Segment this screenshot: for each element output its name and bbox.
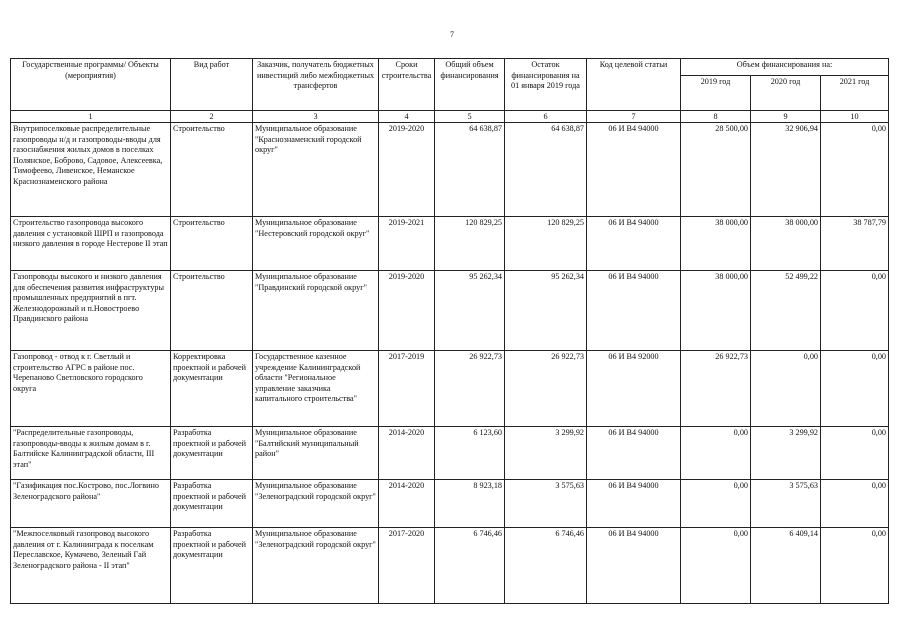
object-name: "Газификация пос.Кострово, пос.Логвино Зеленоградского района" (11, 480, 171, 528)
customer: Муниципальное образование "Нестеровский городской округ" (253, 217, 379, 271)
amount-2019: 38 000,00 (681, 271, 751, 351)
table-row (11, 217, 889, 271)
header-remainder: Остаток финансирования на 01 января 2019 года (505, 59, 587, 111)
work-type: Корректировка проектной и рабочей документации (171, 351, 253, 427)
customer: Муниципальное образование "Зеленоградский городской округ" (253, 480, 379, 528)
object-name: Газопроводы высокого и низкого давления для обеспечения развития инфраструктуры промышленных предприятий в пгт. Железнодорожный и п.Новостроево Правдинского района (11, 271, 171, 351)
customer: Муниципальное образование "Балтийский муниципальный район" (253, 427, 379, 480)
column-number: 8 (681, 111, 751, 123)
remainder-amount: 6 746,46 (505, 528, 587, 604)
object-name: "Распределительные газопроводы, газопроводы-вводы к жилым домам в г. Балтийске Калининградской области, III этап" (11, 427, 171, 480)
target-code: 06 И В4 94000 (587, 271, 681, 351)
column-number: 1 (11, 111, 171, 123)
amount-2021: 0,00 (821, 427, 889, 480)
header-period: Сроки строительства (379, 59, 435, 111)
object-name: Газопровод - отвод к г. Светлый и строительство АГРС в районе пос. Черепаново Светловского городского округа (11, 351, 171, 427)
remainder-amount: 120 829,25 (505, 217, 587, 271)
funding-table (10, 58, 889, 604)
total-amount: 120 829,25 (435, 217, 505, 271)
column-number: 2 (171, 111, 253, 123)
remainder-amount: 95 262,34 (505, 271, 587, 351)
page-number: 7 (450, 30, 454, 39)
amount-2019: 0,00 (681, 480, 751, 528)
object-name: Строительство газопровода высокого давления с установкой ШРП и газопровода низкого давления в городе Нестерове II этап (11, 217, 171, 271)
column-number: 6 (505, 111, 587, 123)
period: 2019-2020 (379, 123, 435, 217)
period: 2014-2020 (379, 427, 435, 480)
amount-2020: 3 299,92 (751, 427, 821, 480)
header-total: Общий объем финансирования (435, 59, 505, 111)
column-number: 10 (821, 111, 889, 123)
work-type: Строительство (171, 271, 253, 351)
period: 2017-2019 (379, 351, 435, 427)
target-code: 06 И В4 92000 (587, 351, 681, 427)
remainder-amount: 64 638,87 (505, 123, 587, 217)
target-code: 06 И В4 94000 (587, 427, 681, 480)
amount-2020: 32 906,94 (751, 123, 821, 217)
table-row (11, 480, 889, 528)
amount-2020: 52 499,22 (751, 271, 821, 351)
object-name: Внутрипоселковые распределительные газопроводы н/д и газопроводы-вводы для газоснабжения жилых домов в поселках Полянское, Боброво, Садовое, Алексеевка, Тимофеево, Ливенское, Неманское Краснознаменского района (11, 123, 171, 217)
amount-2019: 38 000,00 (681, 217, 751, 271)
work-type: Строительство (171, 123, 253, 217)
period: 2017-2020 (379, 528, 435, 604)
amount-2021: 38 787,79 (821, 217, 889, 271)
period: 2014-2020 (379, 480, 435, 528)
total-amount: 6 123,60 (435, 427, 505, 480)
amount-2019: 26 922,73 (681, 351, 751, 427)
period: 2019-2020 (379, 271, 435, 351)
amount-2020: 3 575,63 (751, 480, 821, 528)
remainder-amount: 3 299,92 (505, 427, 587, 480)
amount-2020: 0,00 (751, 351, 821, 427)
column-number: 4 (379, 111, 435, 123)
column-number-row (11, 111, 889, 123)
work-type: Строительство (171, 217, 253, 271)
work-type: Разработка проектной и рабочей документации (171, 480, 253, 528)
target-code: 06 И В4 94000 (587, 480, 681, 528)
amount-2019: 0,00 (681, 427, 751, 480)
total-amount: 8 923,18 (435, 480, 505, 528)
header-2019: 2019 год (681, 76, 751, 111)
header-funding-group: Объем финансирования на: (681, 59, 889, 76)
amount-2021: 0,00 (821, 123, 889, 217)
header-work-type: Вид работ (171, 59, 253, 111)
work-type: Разработка проектной и рабочей документации (171, 528, 253, 604)
work-type: Разработка проектной и рабочей документации (171, 427, 253, 480)
amount-2019: 28 500,00 (681, 123, 751, 217)
object-name: "Межпоселковый газопровод высокого давления от г. Калининграда к поселкам Переславское, Кумачево, Зеленый Гай Зеленоградского района - II этап" (11, 528, 171, 604)
header-customer: Заказчик, получатель бюджетных инвестиций либо межбюджетных трансфертов (253, 59, 379, 111)
remainder-amount: 3 575,63 (505, 480, 587, 528)
header-objects: Государственные программы/ Объекты (мероприятия) (11, 59, 171, 111)
column-number: 5 (435, 111, 505, 123)
column-number: 3 (253, 111, 379, 123)
target-code: 06 И В4 94000 (587, 217, 681, 271)
total-amount: 95 262,34 (435, 271, 505, 351)
amount-2020: 6 409,14 (751, 528, 821, 604)
table-row (11, 427, 889, 480)
amount-2019: 0,00 (681, 528, 751, 604)
amount-2021: 0,00 (821, 271, 889, 351)
column-number: 9 (751, 111, 821, 123)
header-2020: 2020 год (751, 76, 821, 111)
customer: Муниципальное образование "Зеленоградский городской округ" (253, 528, 379, 604)
customer: Муниципальное образование "Краснознаменский городской округ" (253, 123, 379, 217)
amount-2021: 0,00 (821, 480, 889, 528)
target-code: 06 И В4 94000 (587, 528, 681, 604)
customer: Муниципальное образование "Правдинский городской округ" (253, 271, 379, 351)
remainder-amount: 26 922,73 (505, 351, 587, 427)
table-row (11, 271, 889, 351)
header-2021: 2021 год (821, 76, 889, 111)
total-amount: 64 638,87 (435, 123, 505, 217)
target-code: 06 И В4 94000 (587, 123, 681, 217)
table-row (11, 351, 889, 427)
column-number: 7 (587, 111, 681, 123)
total-amount: 6 746,46 (435, 528, 505, 604)
table-row (11, 123, 889, 217)
amount-2021: 0,00 (821, 351, 889, 427)
amount-2020: 38 000,00 (751, 217, 821, 271)
customer: Государственное казенное учреждение Калининградской области "Региональное управление заказчика капитального строительства" (253, 351, 379, 427)
period: 2019-2021 (379, 217, 435, 271)
amount-2021: 0,00 (821, 528, 889, 604)
header-code: Код целевой статьи (587, 59, 681, 111)
table-row (11, 528, 889, 604)
total-amount: 26 922,73 (435, 351, 505, 427)
